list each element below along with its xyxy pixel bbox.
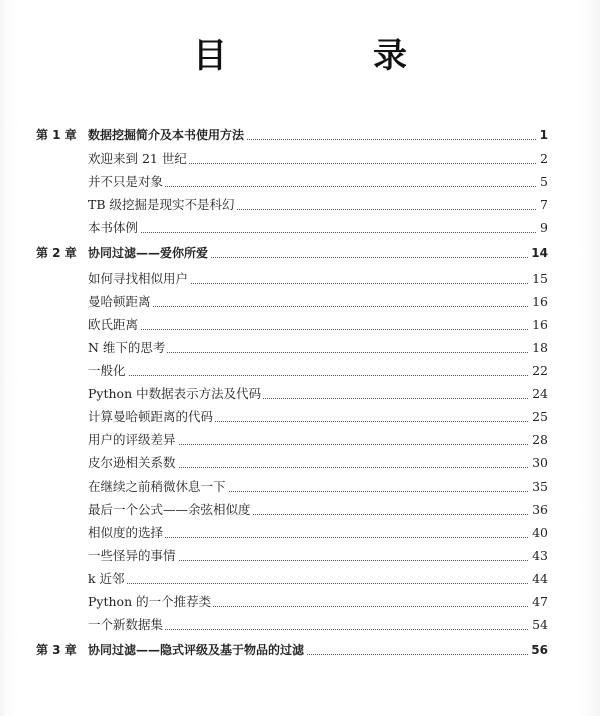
- dot-leader: [88, 373, 538, 376]
- chapter-number: 第 3 章: [36, 643, 77, 657]
- section-title: N 维下的思考: [88, 337, 167, 359]
- page-number: 15: [529, 268, 548, 290]
- dot-leader: [88, 230, 538, 233]
- section-title: 并不只是对象: [88, 171, 165, 193]
- section-title: 相似度的选择: [88, 522, 165, 544]
- toc-chapter-row[interactable]: [0, 124, 600, 146]
- chapter-title: 数据挖掘简介及本书使用方法: [88, 124, 246, 146]
- page-number: 44: [529, 568, 548, 590]
- toc-section-row[interactable]: [0, 217, 600, 239]
- chapter-title: 协同过滤——爱你所爱: [88, 242, 210, 264]
- page-number: 36: [529, 499, 548, 521]
- section-title: 一般化: [88, 360, 128, 382]
- page-number: 2: [537, 148, 548, 170]
- page-number: 22: [529, 360, 548, 382]
- page-number: 54: [529, 614, 548, 636]
- page-number: 16: [529, 314, 548, 336]
- section-title: 计算曼哈顿距离的代码: [88, 406, 215, 428]
- toc-section-row[interactable]: [0, 568, 600, 590]
- dot-leader: [88, 327, 538, 330]
- section-title: 一些怪异的事情: [88, 545, 178, 567]
- page-number: 28: [529, 429, 548, 451]
- toc-section-row[interactable]: [0, 291, 600, 313]
- toc-section-row[interactable]: [0, 499, 600, 521]
- page-number: 40: [529, 522, 548, 544]
- page-number: 35: [529, 476, 548, 498]
- section-title: 皮尔逊相关系数: [88, 452, 178, 474]
- section-title: 欢迎来到 21 世纪: [88, 148, 189, 170]
- toc-chapter-row[interactable]: [0, 242, 600, 264]
- section-title: Python 的一个推荐类: [88, 591, 213, 613]
- toc-section-row[interactable]: [0, 268, 600, 290]
- toc-section-row[interactable]: [0, 591, 600, 613]
- page-number: 5: [537, 171, 548, 193]
- section-title: 最后一个公式——余弦相似度: [88, 499, 253, 521]
- page-number: 16: [529, 291, 548, 313]
- toc-section-row[interactable]: [0, 194, 600, 216]
- section-title: TB 级挖掘是现实不是科幻: [88, 194, 237, 216]
- page-number: 30: [529, 452, 548, 474]
- toc-section-row[interactable]: [0, 337, 600, 359]
- toc-section-row[interactable]: [0, 614, 600, 636]
- toc-section-row[interactable]: [0, 452, 600, 474]
- page-number: 47: [529, 591, 548, 613]
- section-title: 如何寻找相似用户: [88, 268, 190, 290]
- page-number: 14: [528, 242, 548, 264]
- page-number: 7: [537, 194, 548, 216]
- section-title: 在继续之前稍微休息一下: [88, 476, 228, 498]
- page-title: 目 录: [193, 36, 463, 76]
- toc-section-row[interactable]: [0, 148, 600, 170]
- chapter-title: 协同过滤——隐式评级及基于物品的过滤: [88, 639, 306, 661]
- section-title: 欧氏距离: [88, 314, 140, 336]
- toc-section-row[interactable]: [0, 545, 600, 567]
- toc-section-row[interactable]: [0, 383, 600, 405]
- section-title: Python 中数据表示方法及代码: [88, 383, 263, 405]
- page-number: 24: [529, 383, 548, 405]
- toc-section-row[interactable]: [0, 406, 600, 428]
- dot-leader: [88, 304, 538, 307]
- toc-section-row[interactable]: [0, 476, 600, 498]
- section-title: 本书体例: [88, 217, 140, 239]
- page-number: 56: [528, 639, 548, 661]
- page-number: 25: [529, 406, 548, 428]
- toc-section-row[interactable]: [0, 360, 600, 382]
- dot-leader: [88, 581, 538, 584]
- page-number: 9: [537, 217, 548, 239]
- chapter-number: 第 2 章: [36, 246, 77, 260]
- toc-chapter-row[interactable]: [0, 639, 600, 661]
- section-title: k 近邻: [88, 568, 127, 590]
- toc-section-row[interactable]: [0, 522, 600, 544]
- toc-section-row[interactable]: [0, 429, 600, 451]
- section-title: 一个新数据集: [88, 614, 165, 636]
- page-number: 18: [529, 337, 548, 359]
- section-title: 用户的评级差异: [88, 429, 178, 451]
- chapter-number: 第 1 章: [36, 128, 77, 142]
- toc-section-row[interactable]: [0, 314, 600, 336]
- page-number: 43: [529, 545, 548, 567]
- toc-section-row[interactable]: [0, 171, 600, 193]
- page-number: 1: [537, 124, 548, 146]
- section-title: 曼哈顿距离: [88, 291, 153, 313]
